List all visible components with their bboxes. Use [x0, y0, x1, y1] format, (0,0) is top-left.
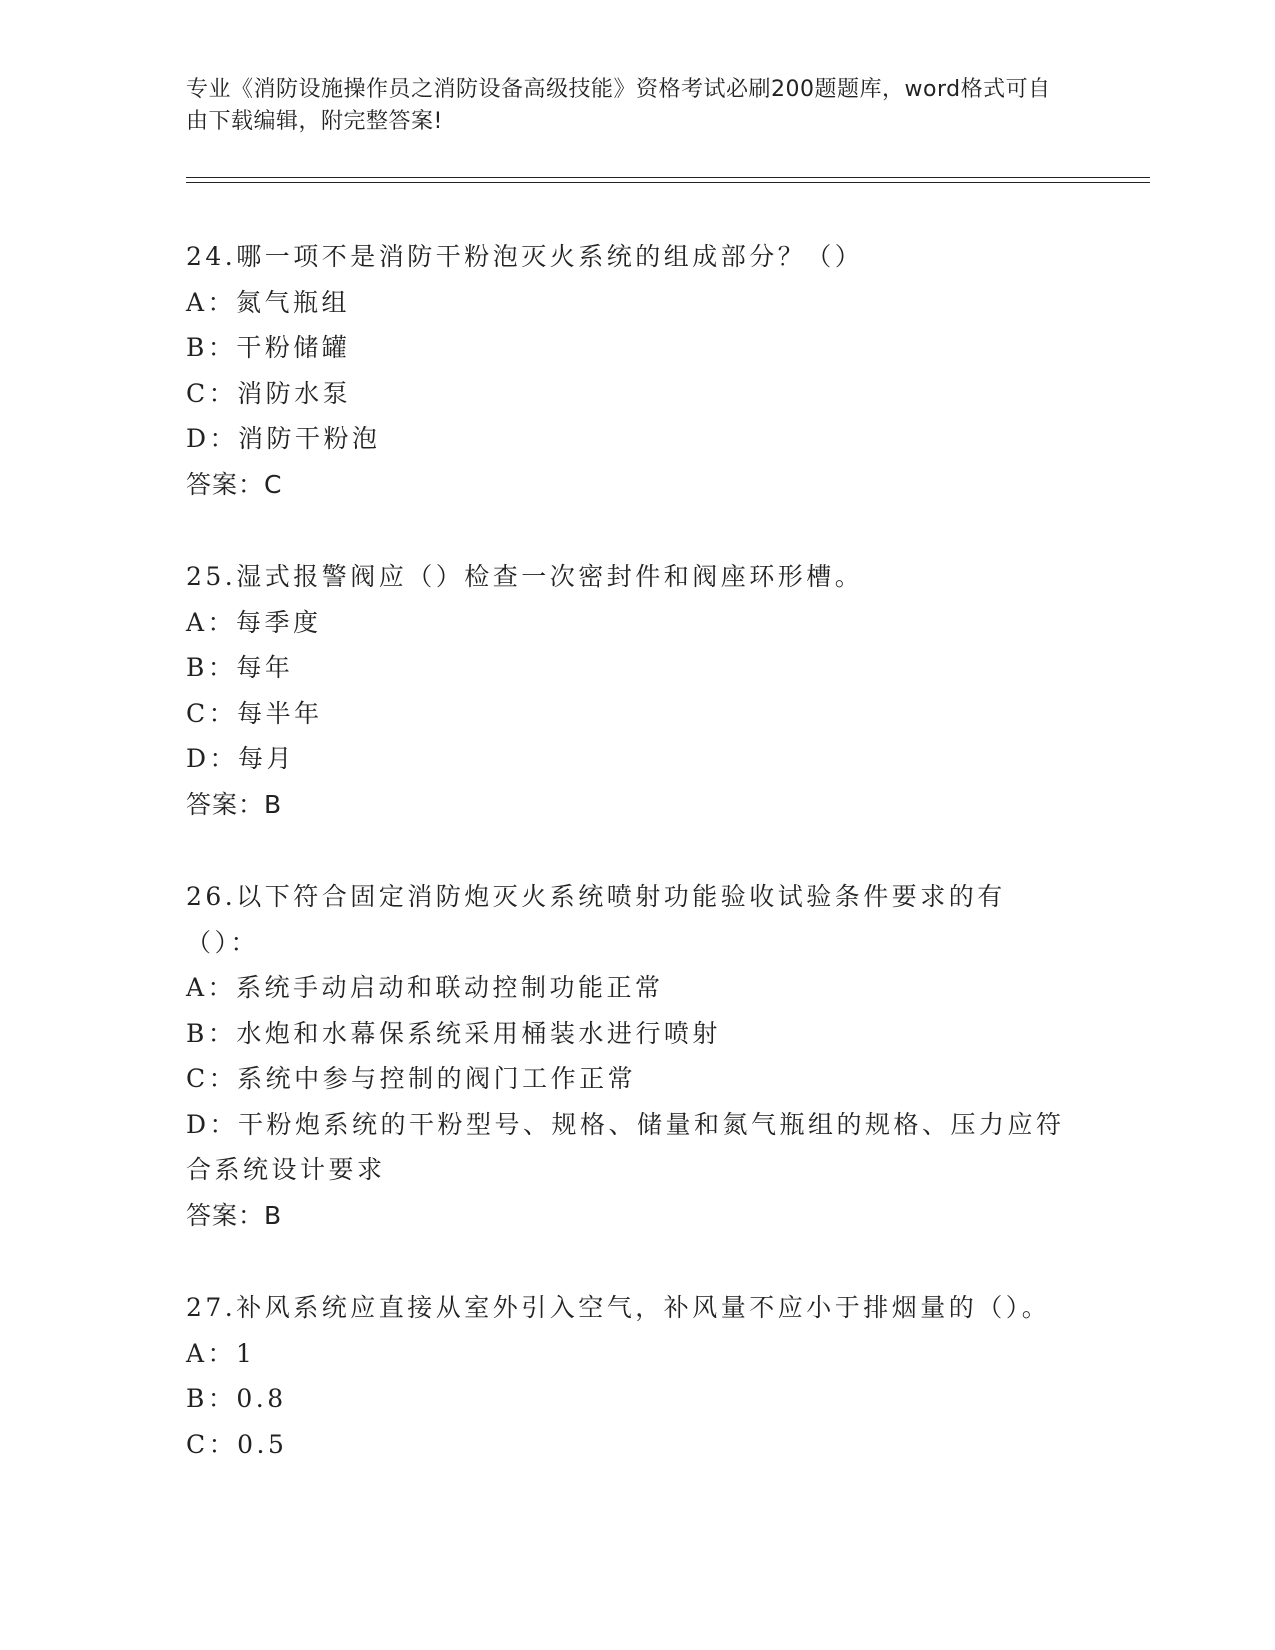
- option-a: A：系统手动启动和联动控制功能正常: [186, 973, 664, 1002]
- question-list: [186, 234, 1086, 1514]
- option-d: D：干粉炮系统的干粉型号、规格、储量和氮气瓶组的规格、压力应符合系统设计要求: [186, 1109, 1065, 1184]
- option-b: B：水炮和水幕保系统采用桶装水进行喷射: [186, 1018, 721, 1048]
- option-d: D：每月: [186, 744, 296, 773]
- question-stem: 27.补风系统应直接从室外引入空气，补风量不应小于排烟量的（）。: [186, 1293, 1051, 1322]
- option-c: C：每半年: [186, 698, 323, 728]
- question-25: [186, 554, 1086, 827]
- question-24: [186, 234, 1086, 507]
- header-rule-bottom: [186, 182, 1150, 183]
- option-d: D：消防干粉泡: [186, 424, 381, 453]
- answer-text: 答案：B: [186, 1200, 283, 1230]
- question-stem: 25.湿式报警阀应（）检查一次密封件和阀座环形槽。: [186, 562, 864, 591]
- option-c: C：消防水泵: [186, 378, 352, 408]
- option-b: B：干粉储罐: [186, 333, 351, 362]
- document-header: 专业《消防设施操作员之消防设备高级技能》资格考试必刷200题题库，word格式可自由下载编辑，附完整答案!: [186, 77, 1051, 134]
- answer-text: 答案：C: [186, 469, 283, 499]
- option-a: A：每季度: [186, 607, 322, 637]
- answer-text: 答案：B: [186, 789, 283, 819]
- option-a: A：1: [186, 1338, 256, 1368]
- option-c: C：系统中参与控制的阀门工作正常: [186, 1064, 637, 1093]
- option-b: B：每年: [186, 653, 294, 682]
- option-c: C：0.5: [186, 1429, 288, 1459]
- question-27: [186, 1285, 1086, 1467]
- question-26: [186, 874, 1086, 1238]
- option-a: A：氮气瓶组: [186, 287, 351, 317]
- option-b: B：0.8: [186, 1384, 287, 1413]
- header-rule-top: [186, 177, 1150, 178]
- question-stem: 24.哪一项不是消防干粉泡灭火系统的组成部分？（）: [186, 242, 864, 271]
- question-stem: 26.以下符合固定消防炮灭火系统喷射功能验收试验条件要求的有（）：: [186, 882, 1006, 957]
